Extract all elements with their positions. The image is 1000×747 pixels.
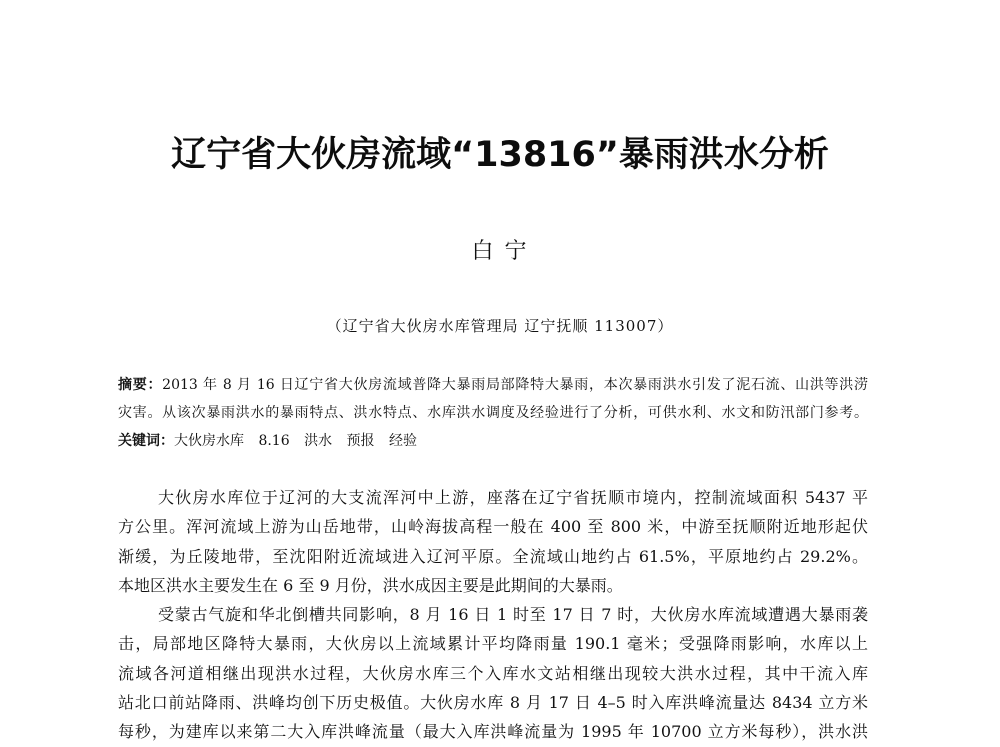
- body-line: 受蒙古气旋和华北倒槽共同影响，8 月 16 日 1 时至 17 日 7 时，大伙房水库流域遭遇大暴雨袭: [158, 605, 868, 625]
- author-affiliation: （辽宁省大伙房水库管理局 辽宁抚顺 113007）: [326, 317, 674, 335]
- paragraph: [118, 600, 868, 746]
- body-line: 渐缓，为丘陵地带，至沈阳附近流域进入辽河平原。全流域山地约占 61.5%，平原地约占 29.2%。: [118, 546, 868, 566]
- body-line: 方公里。浑河流域上游为山岳地带，山岭海拔高程一般在 400 至 800 米，中游至抚顺附近地形起伏: [118, 517, 868, 537]
- keywords-label: 关键词：: [118, 433, 174, 449]
- keywords-line: [118, 427, 868, 455]
- abstract-label: 摘要：: [118, 377, 163, 393]
- body-line: 大伙房水库位于辽河的大支流浑河中上游，座落在辽宁省抚顺市境内，控制流域面积 5437 平: [158, 488, 868, 507]
- abstract-text: 2013 年 8 月 16 日辽宁省大伙房流域普降大暴雨局部降特大暴雨，本次暴雨洪水引发了泥石流、山洪等洪涝: [162, 377, 868, 393]
- abstract-line: [118, 371, 868, 399]
- abstract-line: 灾害。从该次暴雨洪水的暴雨特点、洪水特点、水库洪水调度及经验进行了分析，可供水利、水文和防汛部门参考。: [118, 405, 868, 421]
- body-line: 流域各河道相继出现洪水过程，大伙房水库三个入库水文站相继出现较大洪水过程，其中干流入库: [118, 663, 868, 683]
- body-line: 本地区洪水主要发生在 6 至 9 月份，洪水成因主要是此期间的大暴雨。: [118, 575, 623, 595]
- body-line: 击，局部地区降特大暴雨，大伙房以上流域累计平均降雨量 190.1 毫米；受强降雨影响，水库以上: [118, 634, 868, 654]
- body-section: [118, 483, 868, 747]
- paragraph: [118, 483, 868, 600]
- author-name: 白 宁: [471, 239, 529, 264]
- paper-title: 辽宁省大伙房流域“13816”暴雨洪水分析: [171, 135, 829, 175]
- body-line: 每秒，为建库以来第二大入库洪峰流量（最大入库洪峰流量为 1995 年 10700 立方米每秒），洪水洪: [118, 722, 868, 742]
- body-line: 站北口前站降雨、洪峰均创下历史极值。大伙房水库 8 月 17 日 4–5 时入库洪峰流量达 8434 立方米: [118, 693, 868, 713]
- keywords-text: 大伙房水库 8.16 洪水 预报 经验: [174, 433, 417, 449]
- abstract-section: [118, 371, 868, 455]
